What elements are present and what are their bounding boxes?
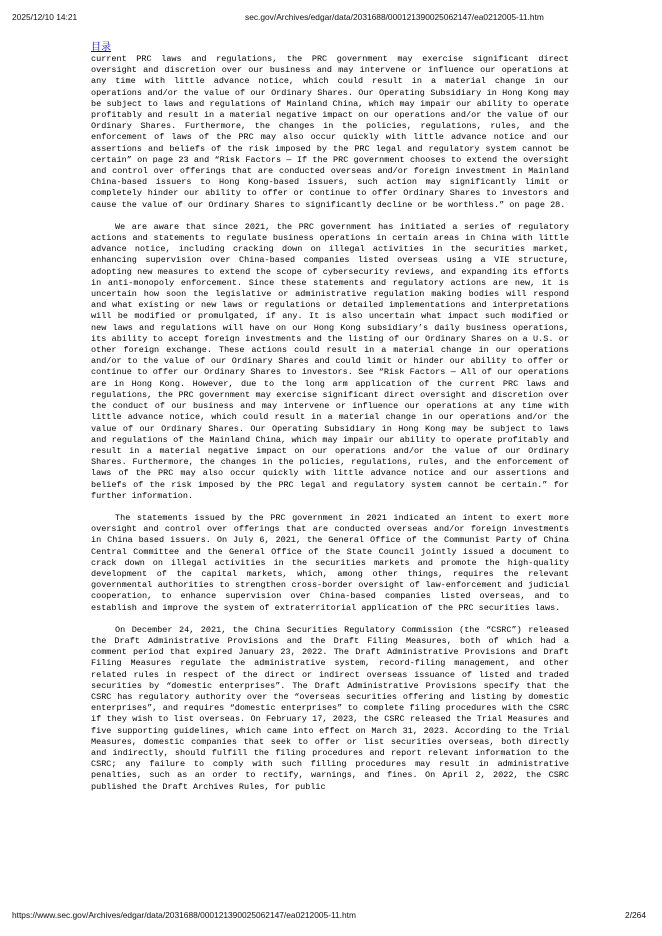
print-footer-url: https://www.sec.gov/Archives/edgar/data/2031688/000121390025062147/ea0212005-11.htm [12,910,356,920]
browser-print-header [12,12,646,24]
paragraph-csrc-provisions: On December 24, 2021, the China Securities Regulatory Commission (the “CSRC”) released the Draft Administrative Provisions and the Draft Filing Measures, both of which had a comment period that expired January 23, 2022. The Draft Administrative Provisions and Draft Filing Measures regulate the administrative system, record-filing management, and other related rules in respect of the direct or indirect overseas issuance of listed and traded securities by “domestic enterprises”. The Draft Administrative Provisions specify that the CSRC has regulatory authority over the “overseas securities offering and listing by domestic enterprises”, and requires “domestic enterprises” to complete filing procedures with the CSRC if they wish to list overseas. On February 17, 2023, the CSRC released the Trial Measures and five supporting guidelines, which came into effect on March 31, 2023. According to the Trial Measures, domestic companies that seek to offer or list securities overseas, both directly and indirectly, should fulfill the filing procedures and report relevant information to the CSRC; any failure to comply with such filling procedures may result in administrative penalties, such as an order to rectify, warnings, and fines. On April 2, 2022, the CSRC published the Draft Archives Rules, for public [91,624,569,792]
paragraph-continuation: current PRC laws and regulations, the PRC government may exercise significant direct oversight and discretion over our business and may intervene or influence our operations at any time with little advance notice, which could result in a material change in our operations and/or the value of our Ordinary Shares. Our Operating Subsidiary in Hong Kong may be subject to laws and regulations of Mainland China, which may impair our ability to operate profitably and result in a material negative impact on our operations and/or the value of our Ordinary Shares. Furthermore, the changes in the policies, regulations, rules, and the enforcement of laws of the PRC may also occur quickly with little advance notice and our assertions and beliefs of the risk imposed by the PRC legal and regulatory system cannot be certain” on page 23 and “Risk Factors — If the PRC government chooses to extend the oversight and control over offerings that are conducted overseas and/or foreign investment in Mainland China-based issuers to Hong Kong-based issuers, such action may significantly limit or completely hinder our ability to offer or continue to offer Ordinary Shares to investors and cause the value of our Ordinary Shares to significantly decline or be worthless.” on page 28. [91,54,569,210]
print-header-url: sec.gov/Archives/edgar/data/2031688/000121390025062147/ea0212005-11.htm [245,12,544,22]
document-body [91,54,569,804]
table-of-contents-link[interactable]: 目录 [91,42,111,53]
paragraph-2021-statements: The statements issued by the PRC government in 2021 indicated an intent to exert more oversight and control over offerings that are conducted overseas and/or foreign investments in China based issuers. On July 6, 2021, the General Office of the Communist Party of China Central Committee and the General Office of the State Council jointly issued a document to crack down on illegal activities in the securities markets and promote the high-quality development of the capital markets, which, among other things, requires the relevant governmental authorities to strengthen cross-border oversight of law-enforcement and judicial cooperation, to enhance supervision over China-based companies listed overseas, and to establish and improve the system of extraterritorial application of the PRC securities laws. [91,512,569,613]
paragraph-regulatory-actions: We are aware that since 2021, the PRC government has initiated a series of regulatory actions and statements to regulate business operations in certain areas in China with little advance notice, including cracking down on illegal activities in the securities market, enhancing supervision over China-based companies listed overseas using a VIE structure, adopting new measures to extend the scope of cybersecurity reviews, and expanding its efforts in anti-monopoly enforcement. Since these statements and regulatory actions are new, it is uncertain how soon the legislative or administrative regulation making bodies will respond and what existing or new laws or regulations or detailed implementations and interpretations will be modified or promulgated, if any. It is also uncertain what impact such modified or new laws and regulations will have on our Hong Kong subsidiary’s daily business operations, its ability to accept foreign investments and the listing of our Ordinary Shares on a U.S. or other foreign exchange. These actions could result in a material change in our operations and/or to the value of our Ordinary Shares and could limit or hinder our ability to offer or continue to offer our Ordinary Shares to investors. See “Risk Factors — All of our operations are in Hong Kong. However, due to the long arm application of the current PRC laws and regulations, the PRC government may exercise significant direct oversight and discretion over the conduct of our business and may intervene or influence our operations at any time with little advance notice, which could result in a material change in our operations and/or the value of our Ordinary Shares. Our Operating Subsidiary in Hong Kong may be subject to laws and regulations of the Mainland China, which may impair our ability to operate profitably and result in a material negative impact on our operations and/or the value of our Ordinary Shares. Furthermore, the changes in the policies, regulations, rules, and the enforcement of laws of the PRC may also occur quickly with little advance notice and our assertions and beliefs of the risk imposed by the PRC legal and regulatory system cannot be certain.” for further information. [91,221,569,501]
print-timestamp: 2025/12/10 14:21 [12,12,78,22]
page-number: 2/264 [625,910,646,920]
browser-print-footer [12,910,646,922]
